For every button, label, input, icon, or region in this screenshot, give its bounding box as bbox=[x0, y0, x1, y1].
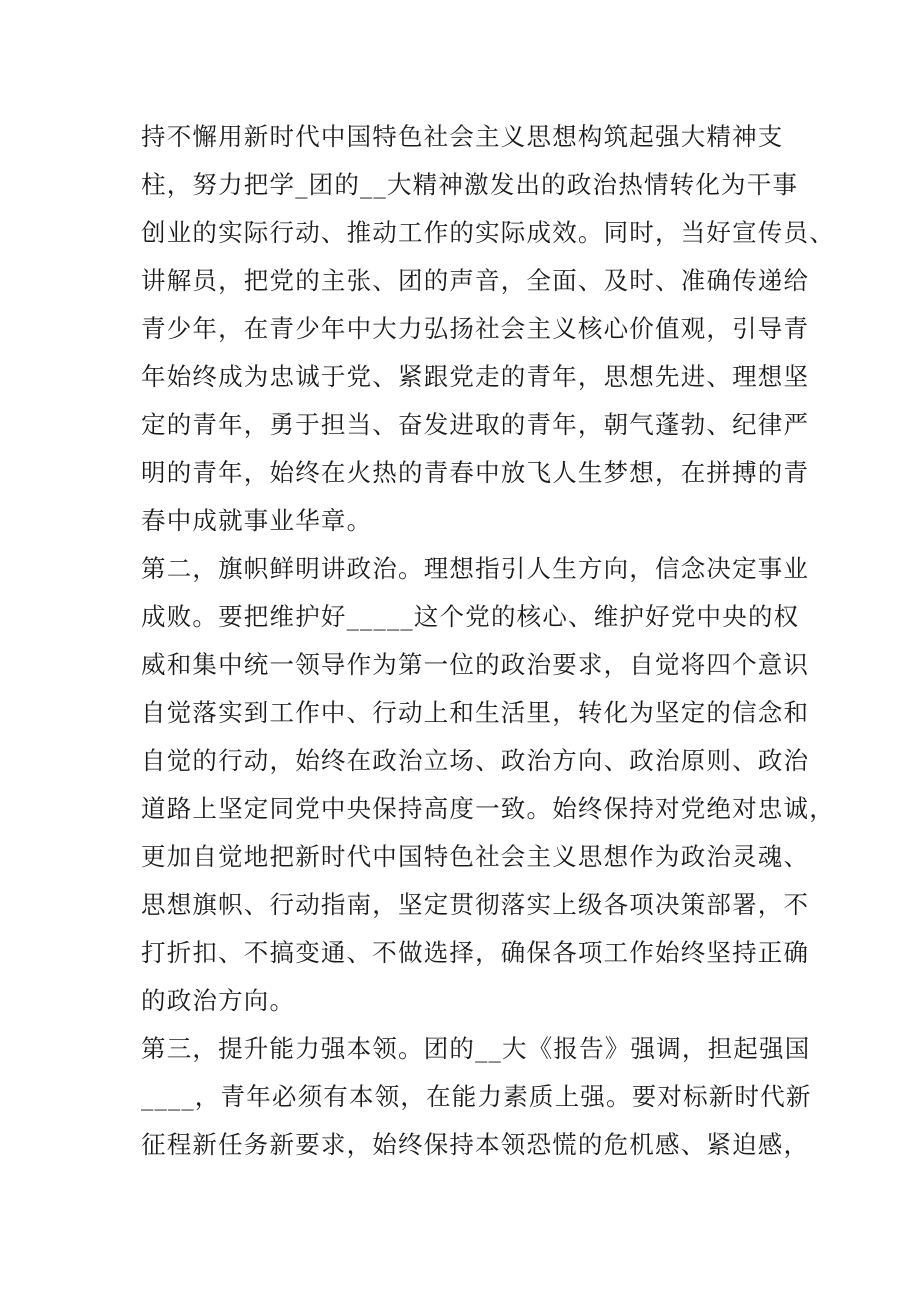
text-line: 第三，提升能力强本领。团的__大《报告》强调，担起强国 bbox=[141, 1034, 811, 1063]
text-line: 更加自觉地把新时代中国特色社会主义思想作为政治灵魂、 bbox=[141, 842, 810, 871]
text-line: 年始终成为忠诚于党、紧跟党走的青年，思想先进、理想坚 bbox=[141, 362, 810, 391]
text-line: ____，青年必须有本领，在能力素质上强。要对标新时代新 bbox=[141, 1082, 812, 1111]
text-line: 的政治方向。 bbox=[141, 986, 296, 1015]
text-line: 道路上坚定同党中央保持高度一致。始终保持对党绝对忠诚， bbox=[141, 794, 835, 823]
text-line: 自觉落实到工作中、行动上和生活里，转化为坚定的信念和 bbox=[141, 698, 810, 727]
body-text bbox=[141, 113, 835, 1169]
text-line: 春中成就事业华章。 bbox=[141, 506, 373, 535]
text-line: 威和集中统一领导作为第一位的政治要求，自觉将四个意识 bbox=[141, 650, 810, 679]
text-line: 打折扣、不搞变通、不做选择，确保各项工作始终坚持正确 bbox=[141, 938, 810, 967]
text-line: 创业的实际行动、推动工作的实际成效。同时，当好宣传员、 bbox=[141, 218, 835, 247]
text-line: 讲解员，把党的主张、团的声音，全面、及时、准确传递给 bbox=[141, 266, 810, 295]
text-line: 明的青年，始终在火热的青春中放飞人生梦想，在拼搏的青 bbox=[141, 458, 810, 487]
text-line: 定的青年，勇于担当、奋发进取的青年，朝气蓬勃、纪律严 bbox=[141, 410, 810, 439]
text-line: 自觉的行动，始终在政治立场、政治方向、政治原则、政治 bbox=[141, 746, 810, 775]
text-line: 青少年，在青少年中大力弘扬社会主义核心价值观，引导青 bbox=[141, 314, 810, 343]
text-line: 持不懈用新时代中国特色社会主义思想构筑起强大精神支 bbox=[141, 122, 784, 151]
text-line: 第二，旗帜鲜明讲政治。理想指引人生方向，信念决定事业 bbox=[141, 554, 810, 583]
text-line: 思想旗帜、行动指南，坚定贯彻落实上级各项决策部署，不 bbox=[141, 890, 810, 919]
text-line: 征程新任务新要求，始终保持本领恐慌的危机感、紧迫感， bbox=[141, 1130, 810, 1159]
text-line: 柱，努力把学_团的__大精神激发出的政治热情转化为干事 bbox=[141, 170, 799, 199]
text-line: 成败。要把维护好_____这个党的核心、维护好党中央的权 bbox=[141, 602, 800, 631]
